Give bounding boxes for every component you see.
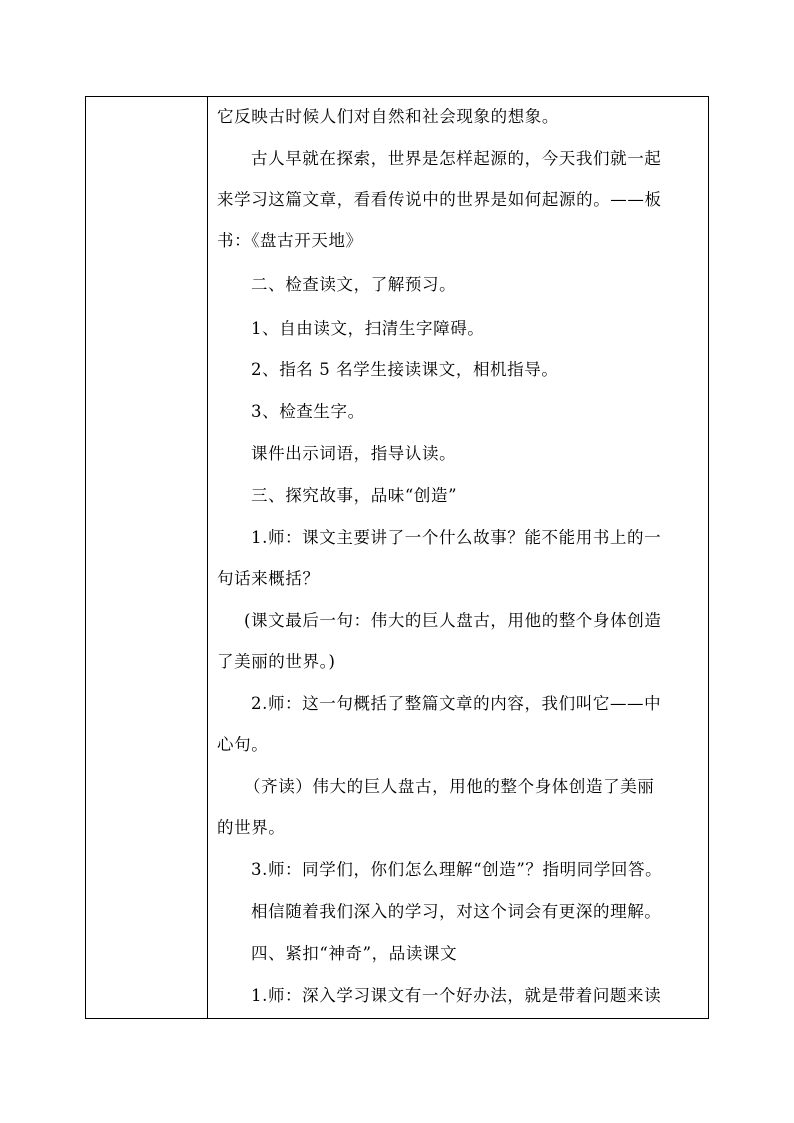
text-line: 古人早就在探索，世界是怎样起源的，今天我们就一起 xyxy=(251,149,662,168)
text-line: 来学习这篇文章，看看传说中的世界是如何起源的。——板 xyxy=(217,190,662,209)
table-left-cell xyxy=(86,97,207,1018)
text-line: 的世界。 xyxy=(217,818,286,837)
text-line: （齐读）伟大的巨人盘古，用他的整个身体创造了美丽 xyxy=(244,777,655,796)
text-line: 心句。 xyxy=(217,735,269,754)
text-line: 句话来概括？ xyxy=(217,569,320,588)
text-line: 3.师：同学们，你们怎么理解“创造”？指明同学回答。 xyxy=(251,860,663,879)
text-line: 1.师：课文主要讲了一个什么故事？能不能用书上的一 xyxy=(251,528,662,547)
text-line: 2.师：这一句概括了整篇文章的内容，我们叫它——中 xyxy=(251,694,662,713)
text-line: 二、检查读文，了解预习。 xyxy=(251,275,457,294)
text-line: 1.师：深入学习课文有一个好办法，就是带着问题来读 xyxy=(251,986,662,1005)
text-line: 了美丽的世界。) xyxy=(217,652,336,671)
text-line: 1、自由读文，扫清生字障碍。 xyxy=(251,319,485,338)
lesson-table xyxy=(85,96,709,1019)
text-line: 3、检查生字。 xyxy=(251,402,365,421)
text-line: 相信随着我们深入的学习，对这个词会有更深的理解。 xyxy=(251,902,662,921)
text-line: 课件出示词语，指导认读。 xyxy=(251,444,457,463)
text-line: 三、探究故事，品味“创造” xyxy=(251,486,458,505)
column-divider xyxy=(207,97,208,1018)
text-line: 它反映古时候人们对自然和社会现象的想象。 xyxy=(217,107,559,126)
text-line: 2、指名 5 名学生接读课文，相机指导。 xyxy=(251,360,559,379)
text-line: 书：《盘古开天地》 xyxy=(217,231,363,250)
text-line: 四、紧扣“神奇”，品读课文 xyxy=(251,944,458,963)
text-line: (课文最后一句：伟大的巨人盘古，用他的整个身体创造 xyxy=(244,611,662,630)
